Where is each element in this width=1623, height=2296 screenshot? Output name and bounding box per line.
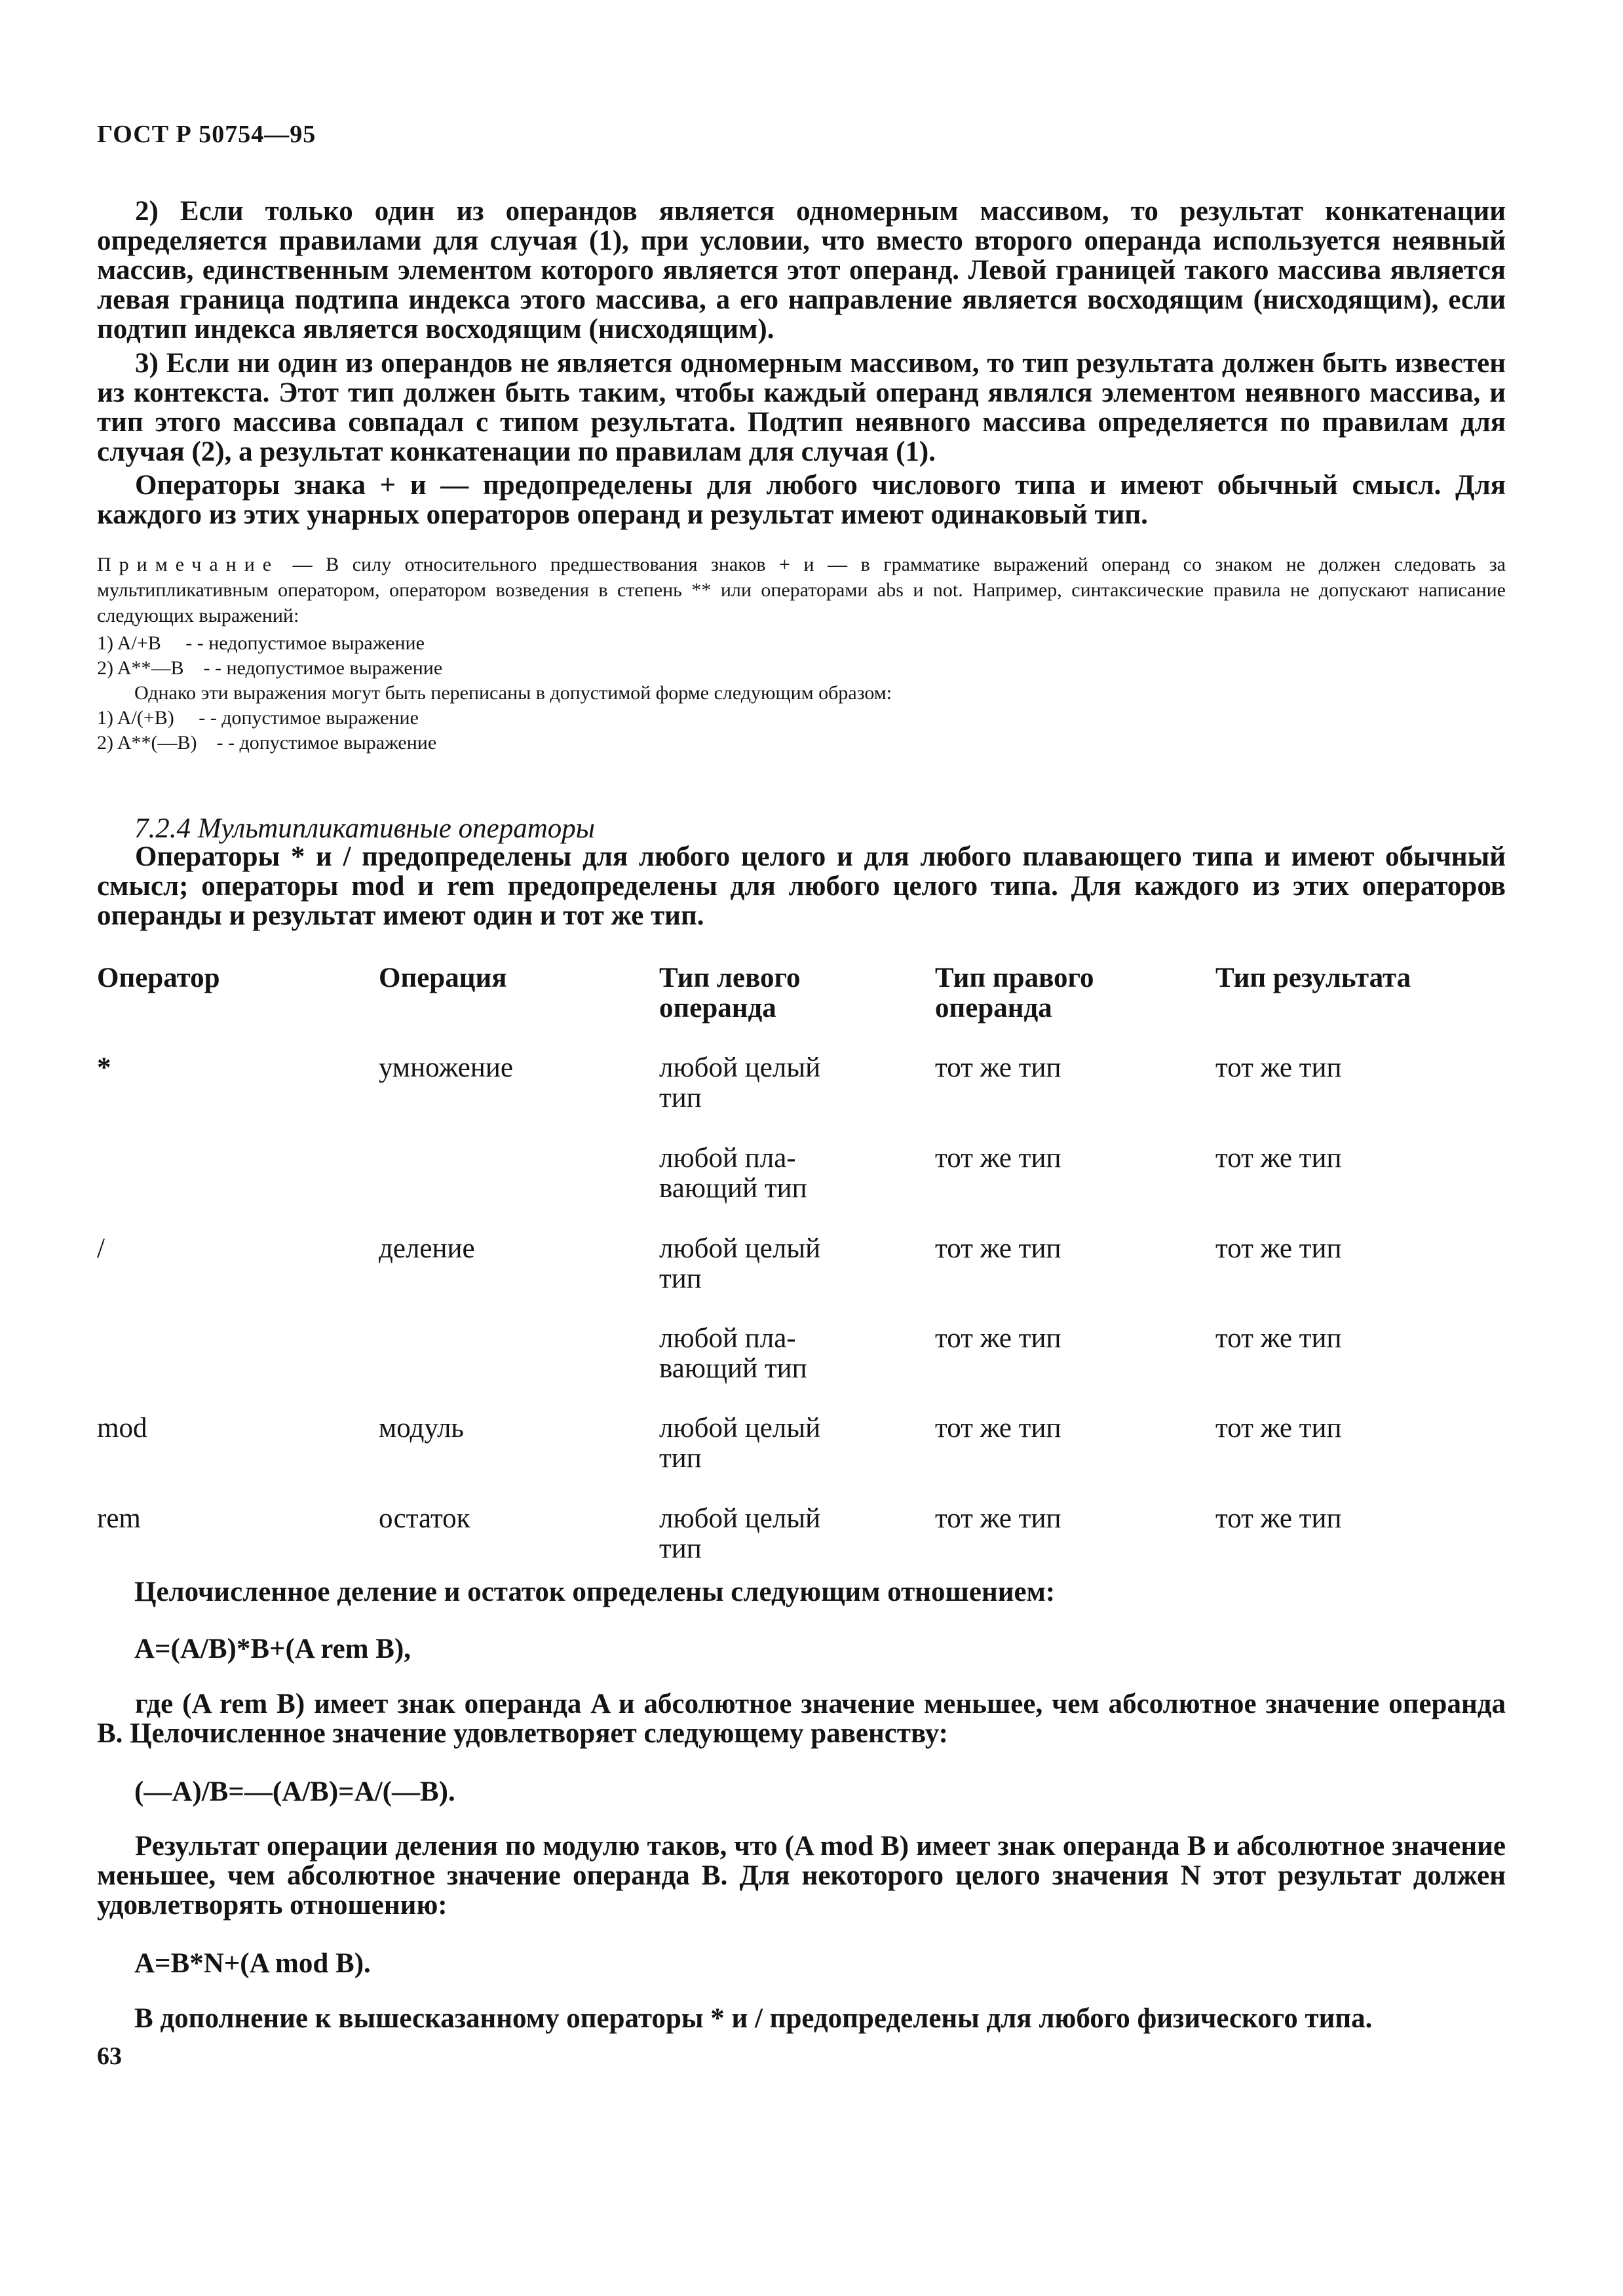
cell-operation: остаток [379,1503,470,1534]
cell-right-type: тот же тип [935,1413,1061,1444]
cell-operator: * [97,1052,111,1083]
cell-right-type: тот же тип [935,1143,1061,1174]
formula-negation: (—A)/B=—(A/B)=A/(—B). [134,1776,455,1807]
cell-left-type: любой целый тип [659,1233,821,1294]
invalid-expression-1: 1) A/+B - - недопустимое выражение [97,632,425,654]
col-header-left-operand: Тип левого операнда [659,963,801,1024]
cell-operator: / [97,1233,105,1264]
paragraph-mod: Результат операции деления по модулю таков, что (A mod B) имеет знак операнда B и абсолютное значение меньшее, чем абсолютное значение операнда B. Для некоторого целого значения N этот результат должен удовлетворять отношению: [97,1831,1506,1921]
cell-result-type: тот же тип [1215,1413,1342,1444]
cell-operator: rem [97,1503,141,1534]
cell-left-type: любой целый тип [659,1052,821,1113]
paragraph-physical-type: В дополнение к вышесказанному операторы * и / предопределены для любого физического типа. [134,2003,1373,2034]
cell-right-type: тот же тип [935,1052,1061,1083]
valid-expression-1: 1) A/(+B) - - допустимое выражение [97,707,419,729]
col-header-result: Тип результата [1215,963,1411,993]
cell-left-type: любой целый тип [659,1413,821,1474]
cell-operator: mod [97,1413,147,1444]
cell-operation: деление [379,1233,475,1264]
section-intro: Операторы * и / предопределены для любого целого и для любого плавающего типа и имеют обычный смысл; операторы mod и rem предопределены для любого целого типа. Для каждого из этих операторов операнды и результат имеют один и тот же тип. [97,841,1506,931]
valid-expression-2: 2) A**(—B) - - допустимое выражение [97,732,437,754]
page-number: 63 [97,2042,122,2070]
paragraph-integer-division: Целочисленное деление и остаток определены следующим отношением: [134,1577,1056,1607]
cell-left-type: любой целый тип [659,1503,821,1564]
formula-rem: A=(A/B)*B+(A rem B), [134,1634,411,1664]
note-text: — В силу относительного предшествования знаков + и — в грамматике выражений операнд со знаком не должен следовать за мультипликативным оператором, оператором возведения в степень ** или операторами abs и not. Например, синтаксические правила не допускают написание следующих выражений: [97,554,1506,626]
standard-header: ГОСТ Р 50754—95 [97,121,316,148]
cell-operation: умножение [379,1052,513,1083]
cell-result-type: тот же тип [1215,1143,1342,1174]
paragraph-sign-operators: Операторы знака + и — предопределены для любого числового типа и имеют обычный смысл. Для каждого из этих унарных операторов операнд и результат имеют одинаковый тип. [97,470,1506,530]
col-header-operation: Операция [379,963,507,993]
note-label: Примечание [97,554,280,575]
formula-mod: A=B*N+(A mod B). [134,1948,371,1979]
cell-left-type: любой пла- вающий тип [659,1323,807,1384]
invalid-expression-2: 2) A**—B - - недопустимое выражение [97,657,443,679]
cell-right-type: тот же тип [935,1503,1061,1534]
col-header-right-operand: Тип правого операнда [935,963,1094,1024]
cell-result-type: тот же тип [1215,1233,1342,1264]
col-header-operator: Оператор [97,963,220,993]
cell-result-type: тот же тип [1215,1503,1342,1534]
paragraph-rem-sign: где (A rem B) имеет знак операнда A и абсолютное значение меньшее, чем абсолютное значение операнда B. Целочисленное значение удовлетворяет следующему равенству: [97,1689,1506,1749]
cell-right-type: тот же тип [935,1323,1061,1354]
paragraph-case-2: 2) Если только один из операндов является одномерным массивом, то результат конкатенации определяется правилами для случая (1), при условии, что вместо второго операнда используется неявный массив, единственным элементом которого является этот операнд. Левой границей такого массива является левая граница подтипа индекса этого массива, а его направление является восходящим (нисходящим), если подтип индекса является восходящим (нисходящим). [97,196,1506,345]
cell-left-type: любой пла- вающий тип [659,1143,807,1204]
section-title: 7.2.4 Мультипликативные операторы [134,813,595,844]
cell-result-type: тот же тип [1215,1323,1342,1354]
cell-operation: модуль [379,1413,465,1444]
cell-right-type: тот же тип [935,1233,1061,1264]
paragraph-case-3: 3) Если ни один из операндов не является одномерным массивом, то тип результата должен быть известен из контекста. Этот тип должен быть таким, чтобы каждый операнд являлся элементом неявного массива, и тип этого массива совпадал с типом результата. Подтип неявного массива определяется по правилам для случая (2), а результат конкатенации по правилам для случая (1). [97,348,1506,467]
rewrite-intro: Однако эти выражения могут быть переписаны в допустимой форме следующим образом: [134,682,892,704]
note-block [97,552,1506,628]
cell-result-type: тот же тип [1215,1052,1342,1083]
